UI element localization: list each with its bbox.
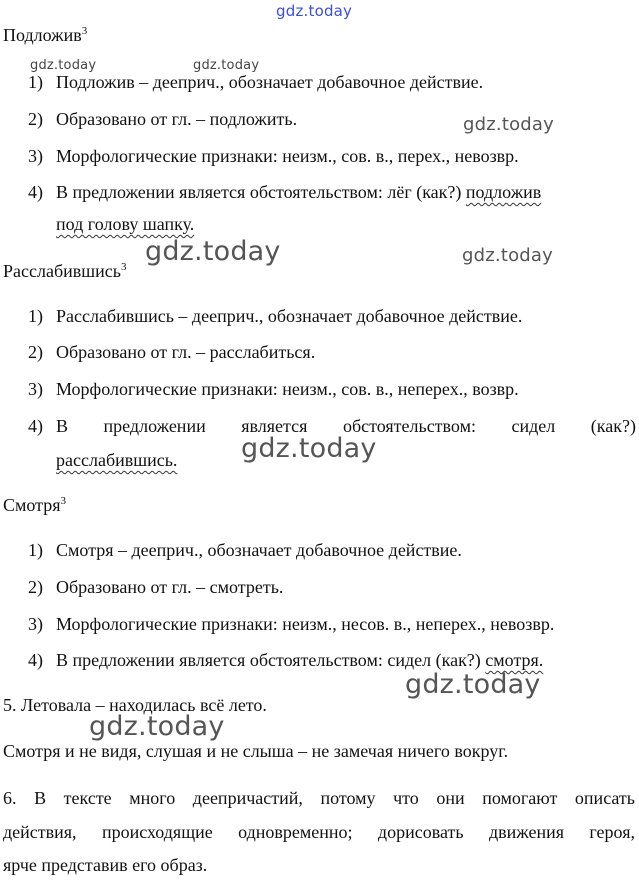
watermark: gdz.today: [241, 433, 377, 464]
list-item-text: Подложив – дееприч., обозначает добавочное действие.: [56, 72, 484, 92]
item-text: В предложении является обстоятельством: лёг (как?): [56, 182, 466, 202]
item-number: 1): [28, 306, 43, 326]
underlined-word: расслабившись.: [56, 450, 178, 470]
item-number: 2): [28, 577, 43, 597]
item-number: 2): [28, 109, 43, 129]
section-title-text: Смотря: [3, 495, 61, 515]
list-item-text: Образовано от гл. – смотреть.: [56, 577, 284, 597]
item-number: 3): [28, 379, 43, 399]
list-item-continuation: [56, 450, 177, 471]
watermark: gdz.today: [30, 58, 97, 73]
paragraph-6-line-3: ярче представив его образ.: [3, 855, 208, 875]
list-item-text: Образовано от гл. – расслабиться.: [56, 342, 316, 362]
watermark-top: gdz.today: [276, 2, 353, 20]
section-title-sup: 3: [60, 495, 67, 507]
paragraph-6-line-1: 6. В тексте много деепричастий, потому что они помогают описать: [3, 788, 635, 808]
list-item-text: Морфологические признаки: неизм., несов. в., неперех., невозвр.: [56, 614, 555, 634]
section-title-sup: 3: [120, 261, 127, 273]
underlined-word: смотря.: [485, 650, 544, 670]
item-number: 4): [28, 182, 43, 202]
underlined-word: под голову шапку.: [56, 214, 195, 234]
watermark: gdz.today: [405, 669, 541, 700]
item-text: В предложении является обстоятельством: сидел (как?): [56, 650, 486, 670]
section-title-rasslabivshis: [3, 261, 126, 282]
list-item-text: [56, 182, 541, 203]
list-item-text: Образовано от гл. – подложить.: [56, 109, 298, 129]
item-number: 2): [28, 342, 43, 362]
item-number: 3): [28, 146, 43, 166]
item-number: 4): [28, 650, 43, 670]
paragraph-5-line-1: 5. Летовала – находилась всё лето.: [3, 695, 267, 715]
list-item-text: [56, 650, 543, 671]
list-item-text: В предложении является обстоятельством: сидел (как?): [56, 416, 636, 436]
list-item-continuation: [56, 214, 194, 235]
item-number: 1): [28, 540, 43, 560]
item-number: 1): [28, 72, 43, 92]
list-item-text: Смотря – дееприч., обозначает добавочное действие.: [56, 540, 462, 560]
list-item-text: Морфологические признаки: неизм., сов. в., неперех., возвр.: [56, 379, 519, 399]
watermark: gdz.today: [462, 245, 554, 266]
section-title-text: Расслабившись: [3, 261, 121, 281]
item-number: 3): [28, 614, 43, 634]
watermark: gdz.today: [145, 236, 281, 267]
paragraph-6-line-2: действия, происходящие одновременно; дорисовать движения героя,: [3, 822, 635, 842]
section-title-smotrya: [3, 495, 66, 516]
paragraph-5-line-2: Смотря и не видя, слушая и не слыша – не замечая ничего вокруг.: [3, 741, 509, 761]
item-number: 4): [28, 416, 43, 436]
section-title-text: Подложив: [3, 25, 82, 45]
watermark: gdz.today: [193, 58, 260, 73]
watermark: gdz.today: [463, 114, 555, 135]
section-title-podlozhiv: [3, 25, 87, 46]
section-title-sup: 3: [81, 25, 88, 37]
list-item-text: Расслабившись – дееприч., обозначает добавочное действие.: [56, 306, 523, 326]
watermark: gdz.today: [89, 711, 225, 742]
list-item: [28, 72, 43, 93]
underlined-word: подложив: [465, 182, 542, 202]
list-item-text: Морфологические признаки: неизм., сов. в., перех., невозвр.: [56, 146, 519, 166]
